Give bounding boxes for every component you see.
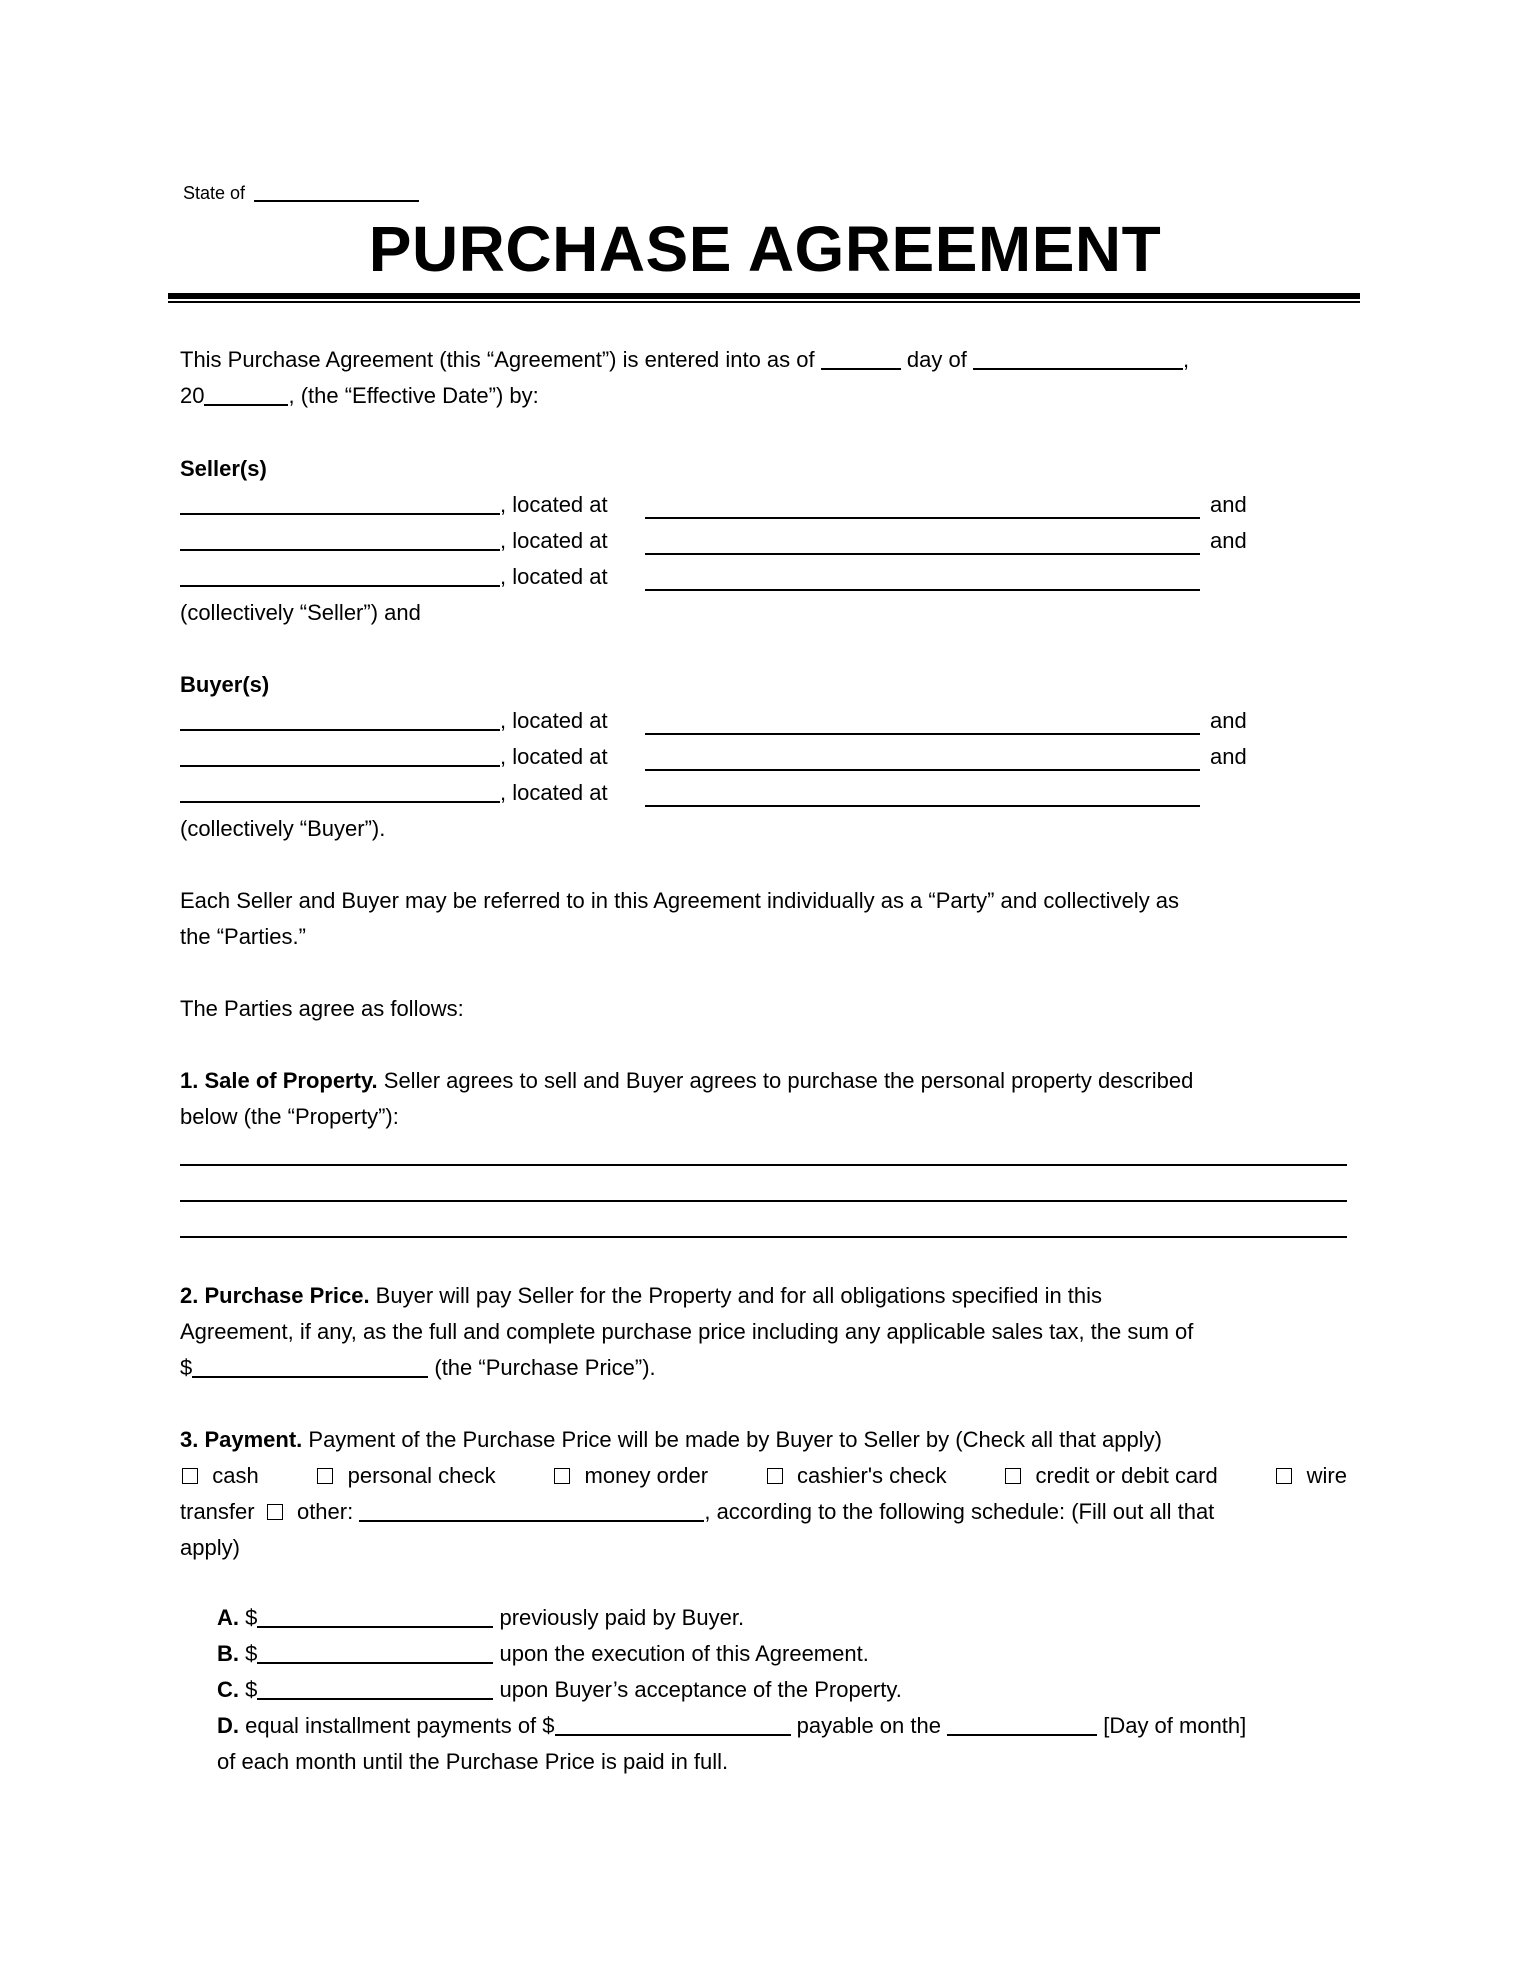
- item-text: equal installment payments of $: [239, 1713, 555, 1738]
- seller-name-blank[interactable]: [180, 565, 500, 587]
- item-label: C.: [217, 1677, 239, 1702]
- buyer-address-blank[interactable]: [645, 805, 1200, 807]
- section-3-text: Payment of the Purchase Price will be made by Buyer to Seller by (Check all that apply): [302, 1427, 1162, 1452]
- section-3-title: 3. Payment.: [180, 1427, 303, 1452]
- buyer-row: [180, 775, 608, 811]
- and-label: and: [1210, 528, 1247, 553]
- section-3-text: , according to the following schedule: (Fill out all that: [704, 1499, 1215, 1524]
- section-1-line-2: below (the “Property”):: [180, 1104, 399, 1129]
- located-at-label: , located at: [500, 708, 608, 733]
- located-at-label: , located at: [500, 564, 608, 589]
- payment-option-wire[interactable]: [1274, 1458, 1347, 1494]
- amount-blank[interactable]: [257, 1606, 493, 1628]
- buyer-address-blank[interactable]: [645, 733, 1200, 735]
- dollar-sign: $: [180, 1355, 193, 1380]
- seller-address-blank[interactable]: [645, 589, 1200, 591]
- and-label: and: [1210, 708, 1247, 733]
- option-label: cashier's check: [796, 1463, 947, 1488]
- option-label: cash: [212, 1463, 259, 1488]
- state-blank[interactable]: [254, 184, 419, 202]
- amount-blank[interactable]: [257, 1642, 493, 1664]
- option-label: personal check: [347, 1463, 496, 1488]
- located-at-label: , located at: [500, 780, 608, 805]
- intro-line-1: [180, 342, 1189, 378]
- buyer-name-blank[interactable]: [180, 745, 500, 767]
- payment-option-money-order[interactable]: [552, 1458, 708, 1494]
- checkbox-icon[interactable]: [1005, 1468, 1021, 1484]
- seller-address-blank[interactable]: [645, 553, 1200, 555]
- located-at-label: , located at: [500, 528, 608, 553]
- intro-line-2: [180, 378, 539, 414]
- amount-blank[interactable]: [257, 1678, 493, 1700]
- checkbox-icon[interactable]: [182, 1468, 198, 1484]
- option-label: money order: [584, 1463, 709, 1488]
- option-label: transfer: [180, 1499, 255, 1524]
- section-2-line-2: Agreement, if any, as the full and complete purchase price including any applicable sales tax, the sum of: [180, 1319, 1194, 1344]
- payment-option-credit-debit[interactable]: [1003, 1458, 1217, 1494]
- item-text: upon the execution of this Agreement.: [493, 1641, 869, 1666]
- intro-text: 20: [180, 383, 205, 408]
- property-description-line[interactable]: [180, 1200, 1347, 1202]
- option-label: credit or debit card: [1035, 1463, 1218, 1488]
- parties-line-1: Each Seller and Buyer may be referred to in this Agreement individually as a “Party” and collectively as: [180, 888, 1180, 913]
- section-1-line-1: [180, 1063, 1193, 1099]
- payment-option-cashiers-check[interactable]: [765, 1458, 947, 1494]
- checkbox-icon[interactable]: [317, 1468, 333, 1484]
- buyer-address-blank[interactable]: [645, 769, 1200, 771]
- checkbox-icon[interactable]: [1276, 1468, 1292, 1484]
- schedule-item-d-cont: of each month until the Purchase Price is paid in full.: [217, 1749, 729, 1774]
- month-blank[interactable]: [973, 348, 1183, 370]
- state-label: State of: [183, 183, 246, 203]
- section-2-text: (the “Purchase Price”).: [428, 1355, 656, 1380]
- seller-row: [180, 523, 608, 559]
- checkbox-icon[interactable]: [267, 1504, 283, 1520]
- section-1-title: 1. Sale of Property.: [180, 1068, 378, 1093]
- intro-text: This Purchase Agreement (this “Agreement”) is entered into as of: [180, 347, 815, 372]
- buyer-name-blank[interactable]: [180, 709, 500, 731]
- parties-agree: The Parties agree as follows:: [180, 996, 464, 1021]
- title-rule-thick: [168, 293, 1360, 299]
- dollar-sign: $: [239, 1605, 258, 1630]
- buyer-row: [180, 703, 608, 739]
- payment-options-row: [180, 1458, 1347, 1494]
- day-blank[interactable]: [821, 348, 901, 370]
- checkbox-icon[interactable]: [554, 1468, 570, 1484]
- dollar-sign: $: [239, 1677, 258, 1702]
- option-other-label: other:: [296, 1499, 354, 1524]
- buyer-name-blank[interactable]: [180, 781, 500, 803]
- item-text: previously paid by Buyer.: [493, 1605, 745, 1630]
- payment-option-cash[interactable]: [180, 1458, 259, 1494]
- buyers-closing: (collectively “Buyer”).: [180, 816, 386, 841]
- other-method-blank[interactable]: [359, 1500, 704, 1522]
- item-text: payable on the: [790, 1713, 948, 1738]
- intro-text: day of: [906, 347, 967, 372]
- sellers-heading: Seller(s): [180, 456, 267, 481]
- schedule-item-a: [217, 1600, 744, 1636]
- property-description-line[interactable]: [180, 1164, 1347, 1166]
- schedule-item-c: [217, 1672, 902, 1708]
- schedule-item-d: [217, 1708, 1246, 1744]
- and-label: and: [1210, 744, 1247, 769]
- item-label: A.: [217, 1605, 239, 1630]
- item-label: D.: [217, 1713, 239, 1738]
- buyers-heading: Buyer(s): [180, 672, 270, 697]
- item-text: upon Buyer’s acceptance of the Property.: [493, 1677, 902, 1702]
- section-2-title: 2. Purchase Price.: [180, 1283, 370, 1308]
- located-at-label: , located at: [500, 492, 608, 517]
- year-blank[interactable]: [204, 384, 288, 406]
- section-3-line-1: [180, 1422, 1162, 1458]
- title-rule-thin: [168, 301, 1360, 303]
- payment-option-personal-check[interactable]: [315, 1458, 495, 1494]
- dollar-sign: $: [239, 1641, 258, 1666]
- buyer-row: [180, 739, 608, 775]
- property-description-line[interactable]: [180, 1236, 1347, 1238]
- installment-amount-blank[interactable]: [555, 1714, 791, 1736]
- state-of-line: [183, 181, 419, 205]
- option-label: wire: [1306, 1463, 1347, 1488]
- document-title: PURCHASE AGREEMENT: [368, 213, 1162, 285]
- payment-options-row-2: [180, 1494, 1214, 1530]
- purchase-price-blank[interactable]: [192, 1356, 428, 1378]
- intro-text: ,: [1182, 347, 1190, 372]
- sellers-closing: (collectively “Seller”) and: [180, 600, 421, 625]
- section-3-apply: apply): [180, 1535, 240, 1560]
- located-at-label: , located at: [500, 744, 608, 769]
- item-label: B.: [217, 1641, 239, 1666]
- schedule-item-b: [217, 1636, 869, 1672]
- day-of-month-blank[interactable]: [947, 1714, 1097, 1736]
- seller-address-blank[interactable]: [645, 517, 1200, 519]
- section-2-line-3: [180, 1350, 656, 1386]
- intro-text: , (the “Effective Date”) by:: [288, 383, 539, 408]
- and-label: and: [1210, 492, 1247, 517]
- seller-row: [180, 487, 608, 523]
- checkbox-icon[interactable]: [767, 1468, 783, 1484]
- section-1-text: Seller agrees to sell and Buyer agrees to purchase the personal property described: [377, 1068, 1194, 1093]
- section-2-line-1: [180, 1278, 1102, 1314]
- seller-name-blank[interactable]: [180, 529, 500, 551]
- seller-name-blank[interactable]: [180, 493, 500, 515]
- seller-row: [180, 559, 608, 595]
- item-text: [Day of month]: [1097, 1713, 1247, 1738]
- parties-line-2: the “Parties.”: [180, 924, 306, 949]
- section-2-text: Buyer will pay Seller for the Property and for all obligations specified in this: [369, 1283, 1103, 1308]
